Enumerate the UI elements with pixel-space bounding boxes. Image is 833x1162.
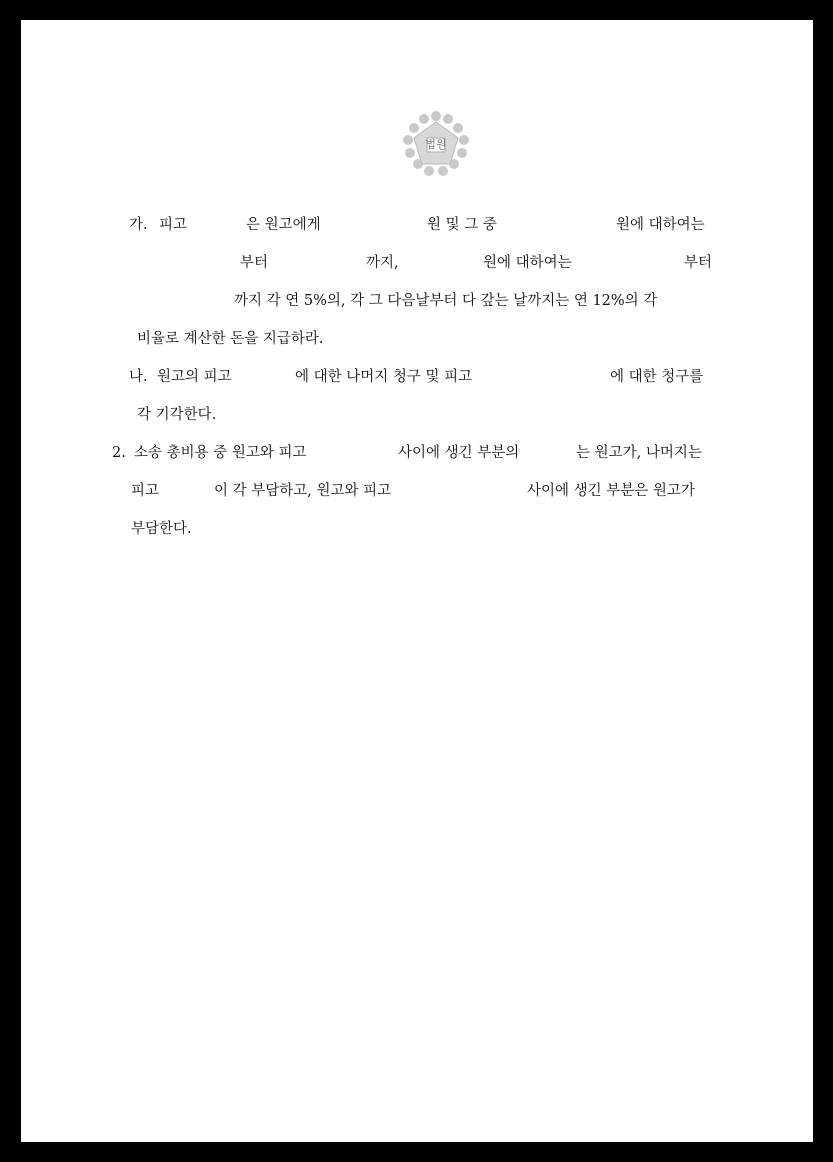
- text-segment: 피고: [131, 483, 160, 499]
- text-segment: 에 대한 나머지 청구 및 피고: [295, 369, 473, 385]
- text-segment: 원에 대하여는: [483, 255, 572, 271]
- text-segment: 사이에 생긴 부분은 원고가: [527, 483, 695, 499]
- court-emblem-icon: [400, 108, 472, 180]
- text-segment: 원고의 피고: [157, 369, 232, 385]
- item-marker-2: 2.: [112, 445, 126, 461]
- text-segment: 부담한다.: [131, 521, 192, 537]
- text-segment: 원에 대하여는: [616, 217, 705, 233]
- text-segment: 부터: [684, 255, 713, 271]
- text-segment: 이 각 부담하고, 원고와 피고: [214, 483, 392, 499]
- text-segment: 피고: [159, 217, 188, 233]
- text-segment: 부터: [240, 255, 269, 271]
- emblem-text: 법원: [425, 138, 447, 151]
- item-marker-na: 나.: [129, 369, 148, 385]
- text-segment: 는 원고가, 나머지는: [576, 445, 702, 461]
- item-marker-ga: 가.: [129, 217, 148, 233]
- text-segment: 비율로 계산한 돈을 지급하라.: [137, 331, 324, 347]
- text-segment: 은 원고에게: [246, 217, 321, 233]
- text-segment: 사이에 생긴 부분의: [398, 445, 520, 461]
- text-segment: 각 기각한다.: [137, 407, 217, 423]
- text-segment: 소송 총비용 중 원고와 피고: [134, 445, 307, 461]
- text-segment: 원 및 그 중: [427, 217, 497, 233]
- text-segment: 까지 각 연 5%의, 각 그 다음날부터 다 갚는 날까지는 연 12%의 각: [234, 293, 658, 309]
- document-page: [21, 20, 813, 1142]
- text-segment: 까지,: [366, 255, 399, 271]
- text-segment: 에 대한 청구를: [610, 369, 704, 385]
